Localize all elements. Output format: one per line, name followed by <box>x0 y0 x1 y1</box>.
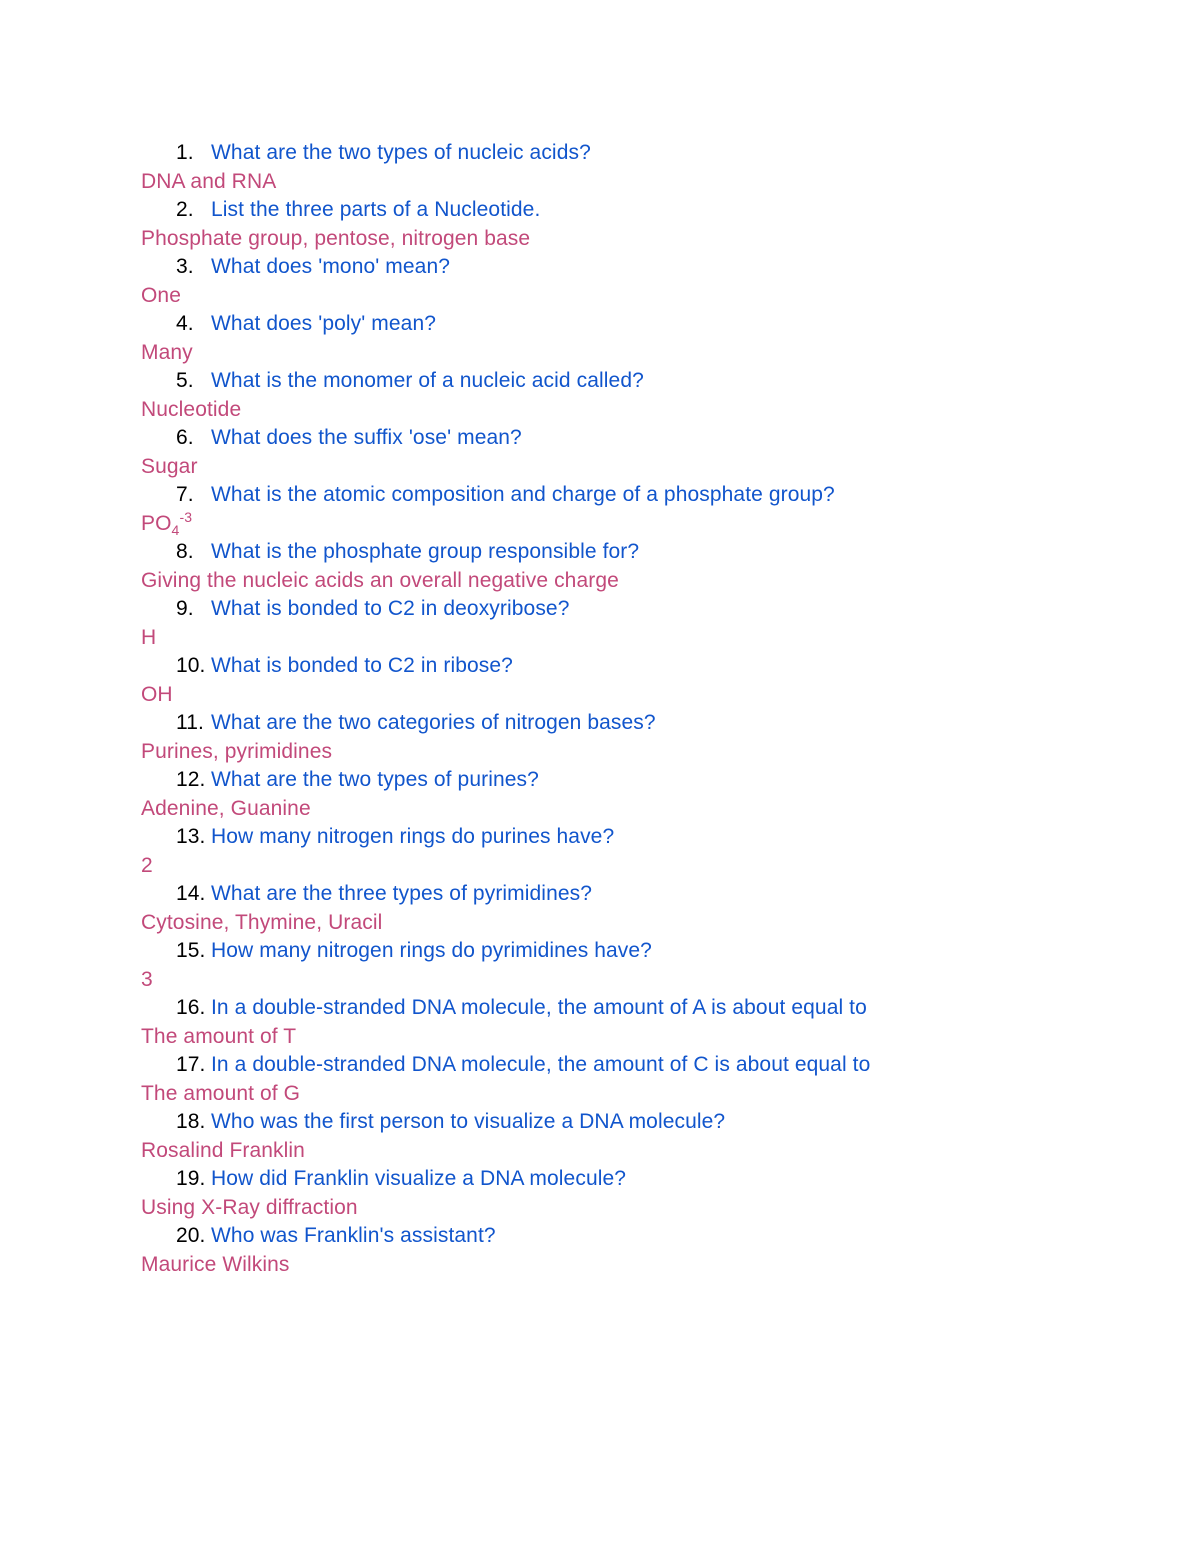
question-number: 1. <box>176 141 194 164</box>
question-number: 3. <box>176 255 194 278</box>
answer: Purines, pyrimidines <box>141 739 333 763</box>
question <box>141 424 1101 453</box>
answer: 2 <box>141 853 153 877</box>
qa-item-9 <box>141 595 1101 652</box>
answer: One <box>141 283 181 307</box>
question <box>141 1108 1101 1137</box>
question-number: 6. <box>176 426 194 449</box>
question-number: 12. <box>176 768 206 791</box>
qa-item-20 <box>141 1222 1101 1279</box>
question-text: In a double-stranded DNA molecule, the amount of A is about equal to <box>211 996 867 1019</box>
qa-item-2 <box>141 196 1101 253</box>
question-number: 17. <box>176 1053 206 1076</box>
question-text: In a double-stranded DNA molecule, the amount of C is about equal to <box>211 1053 871 1076</box>
question <box>141 937 1101 966</box>
formula-superscript: -3 <box>179 508 193 525</box>
formula-subscript: 4 <box>171 521 180 538</box>
formula-base: PO <box>141 511 172 535</box>
question-text: How did Franklin visualize a DNA molecule? <box>211 1167 627 1190</box>
question <box>141 880 1101 909</box>
question-text: Who was the first person to visualize a DNA molecule? <box>211 1110 726 1133</box>
question-number: 7. <box>176 483 194 506</box>
qa-item-15 <box>141 937 1101 994</box>
qa-item-19 <box>141 1165 1101 1222</box>
question-number: 9. <box>176 597 194 620</box>
question <box>141 1051 1101 1080</box>
question-number: 10. <box>176 654 206 677</box>
question <box>141 766 1101 795</box>
question-text: Who was Franklin's assistant? <box>211 1224 496 1247</box>
question-number: 4. <box>176 312 194 335</box>
qa-item-11 <box>141 709 1101 766</box>
question-text: What does 'mono' mean? <box>211 255 451 278</box>
answer: Nucleotide <box>141 397 242 421</box>
qa-item-10 <box>141 652 1101 709</box>
answer: Cytosine, Thymine, Uracil <box>141 910 383 934</box>
question-text: What are the two types of nucleic acids? <box>211 141 591 164</box>
question-number: 5. <box>176 369 194 392</box>
question-text: What is bonded to C2 in ribose? <box>211 654 513 677</box>
question <box>141 367 1101 396</box>
qa-item-8 <box>141 538 1101 595</box>
answer: Rosalind Franklin <box>141 1138 305 1162</box>
question <box>141 709 1101 738</box>
question-number: 20. <box>176 1224 206 1247</box>
question <box>141 1165 1101 1194</box>
question-number: 19. <box>176 1167 206 1190</box>
question <box>141 823 1101 852</box>
qa-item-4 <box>141 310 1101 367</box>
answer <box>141 510 1101 539</box>
qa-item-16 <box>141 994 1101 1051</box>
answer: The amount of G <box>141 1081 301 1105</box>
answer: Sugar <box>141 454 198 478</box>
question-number: 13. <box>176 825 206 848</box>
question-text: What are the two categories of nitrogen bases? <box>211 711 656 734</box>
question <box>141 196 1101 225</box>
question-text: How many nitrogen rings do pyrimidines have? <box>211 939 652 962</box>
qa-item-1 <box>141 139 1101 196</box>
qa-item-7 <box>141 481 1101 538</box>
answer: OH <box>141 682 173 706</box>
qa-item-18 <box>141 1108 1101 1165</box>
question <box>141 310 1101 339</box>
question-text: What are the three types of pyrimidines? <box>211 882 593 905</box>
question-text: What does 'poly' mean? <box>211 312 437 335</box>
question <box>141 538 1101 567</box>
question-text: What is the monomer of a nucleic acid called? <box>211 369 644 392</box>
question-number: 18. <box>176 1110 206 1133</box>
answer: DNA and RNA <box>141 169 277 193</box>
answer: The amount of T <box>141 1024 297 1048</box>
question-text: What does the suffix 'ose' mean? <box>211 426 522 449</box>
qa-item-6 <box>141 424 1101 481</box>
answer: Giving the nucleic acids an overall negative charge <box>141 568 619 592</box>
question-number: 16. <box>176 996 206 1019</box>
question-text: How many nitrogen rings do purines have? <box>211 825 615 848</box>
question-number: 15. <box>176 939 206 962</box>
question-number: 8. <box>176 540 194 563</box>
question-number: 2. <box>176 198 194 221</box>
answer: Maurice Wilkins <box>141 1252 290 1276</box>
question <box>141 481 1101 510</box>
question-text: What is the phosphate group responsible for? <box>211 540 640 563</box>
question-text: What is bonded to C2 in deoxyribose? <box>211 597 570 620</box>
question <box>141 994 1101 1023</box>
qa-item-17 <box>141 1051 1101 1108</box>
question-number: 11. <box>176 711 204 734</box>
question <box>141 652 1101 681</box>
answer: Phosphate group, pentose, nitrogen base <box>141 226 531 250</box>
qa-item-5 <box>141 367 1101 424</box>
question <box>141 595 1101 624</box>
answer: Using X-Ray diffraction <box>141 1195 358 1219</box>
qa-item-3 <box>141 253 1101 310</box>
qa-item-12 <box>141 766 1101 823</box>
qa-item-13 <box>141 823 1101 880</box>
question <box>141 139 1101 168</box>
question <box>141 253 1101 282</box>
question-text: List the three parts of a Nucleotide. <box>211 198 541 221</box>
answer: Many <box>141 340 193 364</box>
question-number: 14. <box>176 882 206 905</box>
qa-item-14 <box>141 880 1101 937</box>
qa-list <box>141 139 1101 1279</box>
answer: 3 <box>141 967 153 991</box>
question <box>141 1222 1101 1251</box>
answer: Adenine, Guanine <box>141 796 311 820</box>
answer: H <box>141 625 157 649</box>
question-text: What is the atomic composition and charge of a phosphate group? <box>211 483 835 506</box>
question-text: What are the two types of purines? <box>211 768 539 791</box>
